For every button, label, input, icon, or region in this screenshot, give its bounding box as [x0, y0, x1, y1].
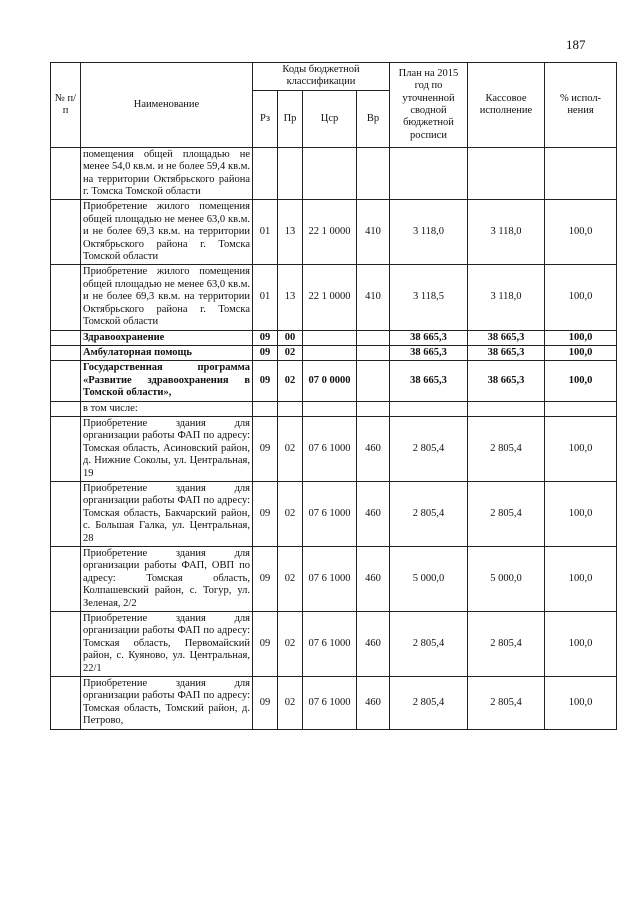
table-row — [51, 147, 617, 200]
row-num — [51, 481, 81, 546]
row-pct — [545, 147, 617, 200]
row-num — [51, 330, 81, 345]
budget-execution-table — [50, 62, 617, 730]
header-codes-group: Коды бюджетной классификации — [253, 63, 390, 91]
row-cash: 38 665,3 — [468, 361, 545, 401]
row-num — [51, 547, 81, 612]
row-rz: 09 — [253, 677, 278, 730]
row-pct: 100,0 — [545, 416, 617, 481]
header-num: № п/п — [51, 63, 81, 148]
row-pct: 100,0 — [545, 677, 617, 730]
row-pr: 02 — [278, 361, 303, 401]
table-row — [51, 547, 617, 612]
row-csr: 22 1 0000 — [303, 200, 357, 265]
row-rz: 09 — [253, 612, 278, 677]
row-cash: 2 805,4 — [468, 416, 545, 481]
row-pr: 02 — [278, 416, 303, 481]
row-rz: 09 — [253, 481, 278, 546]
table-body — [51, 147, 617, 729]
row-num — [51, 416, 81, 481]
row-csr: 22 1 0000 — [303, 265, 357, 330]
row-pct: 100,0 — [545, 361, 617, 401]
row-num — [51, 345, 81, 360]
row-vr — [357, 401, 390, 416]
header-cash: Кассовое исполнение — [468, 63, 545, 148]
table-row — [51, 200, 617, 265]
table-row — [51, 265, 617, 330]
row-name: Приобретение здания для организации работы ФАП по адресу: Томская область, Первомайский район, с. Куяново, ул. Центральная, 22/1 — [81, 612, 253, 677]
header-csr: Цср — [303, 90, 357, 147]
row-name: Приобретение здания для организации работы ФАП, ОВП по адресу: Томская область, Колпашевский район, с. Тогур, ул. Зеленая, 2/2 — [81, 547, 253, 612]
row-vr: 460 — [357, 612, 390, 677]
row-num — [51, 401, 81, 416]
row-pr: 02 — [278, 345, 303, 360]
row-vr: 410 — [357, 265, 390, 330]
row-vr — [357, 147, 390, 200]
row-pct: 100,0 — [545, 265, 617, 330]
row-name: Государственная программа «Развитие здравоохранения в Томской области», — [81, 361, 253, 401]
header-vr: Вр — [357, 90, 390, 147]
row-plan: 2 805,4 — [390, 481, 468, 546]
row-vr: 460 — [357, 677, 390, 730]
row-rz: 09 — [253, 547, 278, 612]
row-pr: 02 — [278, 547, 303, 612]
row-cash: 2 805,4 — [468, 677, 545, 730]
row-csr: 07 6 1000 — [303, 416, 357, 481]
row-cash — [468, 147, 545, 200]
row-cash: 2 805,4 — [468, 481, 545, 546]
row-pct: 100,0 — [545, 200, 617, 265]
row-rz: 01 — [253, 265, 278, 330]
table-row — [51, 612, 617, 677]
row-num — [51, 200, 81, 265]
row-pr — [278, 147, 303, 200]
row-pr: 00 — [278, 330, 303, 345]
header-plan: План на 2015 год по уточненной сводной бюджетной росписи — [390, 63, 468, 148]
row-plan — [390, 401, 468, 416]
row-num — [51, 361, 81, 401]
row-plan — [390, 147, 468, 200]
row-name: помещения общей площадью не менее 54,0 кв.м. и не более 59,4 кв.м. на территории Октябрьского района г. Томска Томской области — [81, 147, 253, 200]
row-num — [51, 612, 81, 677]
row-cash: 38 665,3 — [468, 330, 545, 345]
row-vr — [357, 361, 390, 401]
header-name: Наименование — [81, 63, 253, 148]
row-csr — [303, 147, 357, 200]
row-vr: 460 — [357, 416, 390, 481]
row-num — [51, 265, 81, 330]
row-rz — [253, 147, 278, 200]
row-num — [51, 677, 81, 730]
row-cash: 3 118,0 — [468, 200, 545, 265]
row-csr: 07 6 1000 — [303, 677, 357, 730]
row-plan: 3 118,5 — [390, 265, 468, 330]
row-csr — [303, 345, 357, 360]
row-name: Приобретение жилого помещения общей площадью не менее 63,0 кв.м. и не более 69,3 кв.м. на территории Октябрьского района г. Томска Томской области — [81, 200, 253, 265]
row-csr — [303, 401, 357, 416]
row-pr: 13 — [278, 265, 303, 330]
table-row — [51, 481, 617, 546]
row-cash: 2 805,4 — [468, 612, 545, 677]
row-rz: 09 — [253, 330, 278, 345]
row-vr — [357, 345, 390, 360]
row-rz: 01 — [253, 200, 278, 265]
row-num — [51, 147, 81, 200]
row-vr — [357, 330, 390, 345]
row-vr: 460 — [357, 547, 390, 612]
table-row — [51, 345, 617, 360]
row-pr: 02 — [278, 612, 303, 677]
header-pr: Пр — [278, 90, 303, 147]
table-row — [51, 361, 617, 401]
row-rz: 09 — [253, 345, 278, 360]
row-plan: 38 665,3 — [390, 330, 468, 345]
row-csr: 07 0 0000 — [303, 361, 357, 401]
row-pct: 100,0 — [545, 481, 617, 546]
row-cash: 38 665,3 — [468, 345, 545, 360]
row-plan: 2 805,4 — [390, 612, 468, 677]
row-plan: 38 665,3 — [390, 361, 468, 401]
row-csr — [303, 330, 357, 345]
row-pct — [545, 401, 617, 416]
row-plan: 5 000,0 — [390, 547, 468, 612]
row-cash: 5 000,0 — [468, 547, 545, 612]
row-pct: 100,0 — [545, 345, 617, 360]
row-pr: 13 — [278, 200, 303, 265]
row-name: Приобретение жилого помещения общей площадью не менее 63,0 кв.м. и не более 69,3 кв.м. на территории Октябрьского района г. Томска Томской области — [81, 265, 253, 330]
row-rz: 09 — [253, 416, 278, 481]
header-rz: Рз — [253, 90, 278, 147]
row-pct: 100,0 — [545, 547, 617, 612]
row-plan: 38 665,3 — [390, 345, 468, 360]
row-csr: 07 6 1000 — [303, 612, 357, 677]
page-number: 187 — [566, 37, 586, 52]
row-plan: 2 805,4 — [390, 677, 468, 730]
row-name: Здравоохранение — [81, 330, 253, 345]
table-row — [51, 416, 617, 481]
header-pct: % испол-нения — [545, 63, 617, 148]
row-csr: 07 6 1000 — [303, 481, 357, 546]
row-name: Приобретение здания для организации работы ФАП по адресу: Томская область, Томский район, д. Петрово, — [81, 677, 253, 730]
row-name: Приобретение здания для организации работы ФАП по адресу: Томская область, Асиновский район, д. Нижние Соколы, ул. Центральная, 19 — [81, 416, 253, 481]
row-vr: 410 — [357, 200, 390, 265]
row-pct: 100,0 — [545, 612, 617, 677]
row-name: Амбулаторная помощь — [81, 345, 253, 360]
table-row — [51, 330, 617, 345]
row-pr: 02 — [278, 677, 303, 730]
row-plan: 2 805,4 — [390, 416, 468, 481]
row-name: Приобретение здания для организации работы ФАП по адресу: Томская область, Бакчарский район, с. Большая Галка, ул. Центральная, 28 — [81, 481, 253, 546]
row-cash — [468, 401, 545, 416]
table-row — [51, 677, 617, 730]
row-csr: 07 6 1000 — [303, 547, 357, 612]
row-name: в том числе: — [81, 401, 253, 416]
row-pr — [278, 401, 303, 416]
row-pr: 02 — [278, 481, 303, 546]
row-vr: 460 — [357, 481, 390, 546]
table-row — [51, 401, 617, 416]
row-rz — [253, 401, 278, 416]
row-rz: 09 — [253, 361, 278, 401]
row-pct: 100,0 — [545, 330, 617, 345]
row-plan: 3 118,0 — [390, 200, 468, 265]
row-cash: 3 118,0 — [468, 265, 545, 330]
